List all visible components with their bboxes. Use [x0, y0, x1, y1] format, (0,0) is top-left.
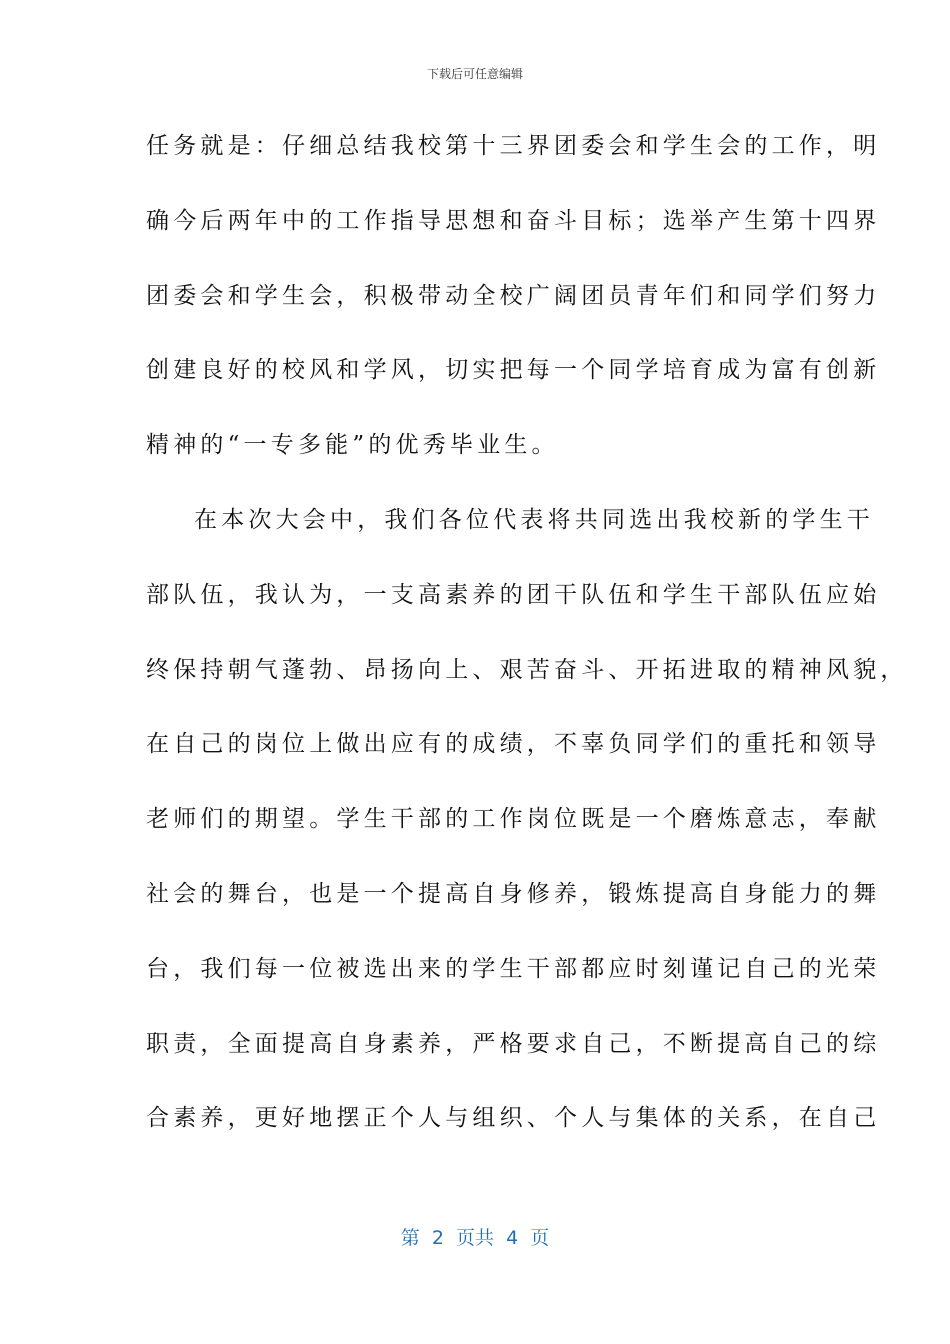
page-number-footer: 第 2 页共 4 页 — [400, 1227, 550, 1249]
body-line: 老师们的期望。学生干部的工作岗位既是一个磨炼意志，奉献 — [146, 806, 881, 833]
body-line: 在自己的岗位上做出应有的成绩，不辜负同学们的重托和领导 — [146, 731, 881, 758]
body-line: 确今后两年中的工作指导思想和奋斗目标；选举产生第十四界 — [146, 207, 881, 234]
body-line: 精神的“一专多能”的优秀毕业生。 — [146, 432, 559, 459]
body-line: 部队伍，我认为，一支高素养的团干队伍和学生干部队伍应始 — [146, 581, 881, 608]
body-line: 终保持朝气蓬勃、昂扬向上、艰苦奋斗、开拓进取的精神风貌， — [146, 656, 908, 683]
body-line: 任务就是：仔细总结我校第十三界团委会和学生会的工作，明 — [146, 133, 881, 159]
body-line: 社会的舞台，也是一个提高自身修养，锻炼提高自身能力的舞 — [146, 880, 881, 907]
body-line: 合素养，更好地摆正个人与组织、个人与集体的关系，在自己 — [146, 1105, 881, 1132]
body-line: 团委会和学生会，积极带动全校广阔团员青年们和同学们努力 — [146, 282, 881, 309]
body-line: 创建良好的校风和学风，切实把每一个同学培育成为富有创新 — [146, 357, 881, 384]
body-line: 台，我们每一位被选出来的学生干部都应时刻谨记自己的光荣 — [146, 955, 881, 982]
document-body — [146, 120, 908, 1167]
body-line: 在本次大会中，我们各位代表将共同选出我校新的学生干 — [194, 506, 874, 533]
header-note: 下载后可任意编辑 — [426, 67, 523, 81]
body-line: 职责，全面提高自身素养，严格要求自己，不断提高自己的综 — [146, 1030, 881, 1057]
